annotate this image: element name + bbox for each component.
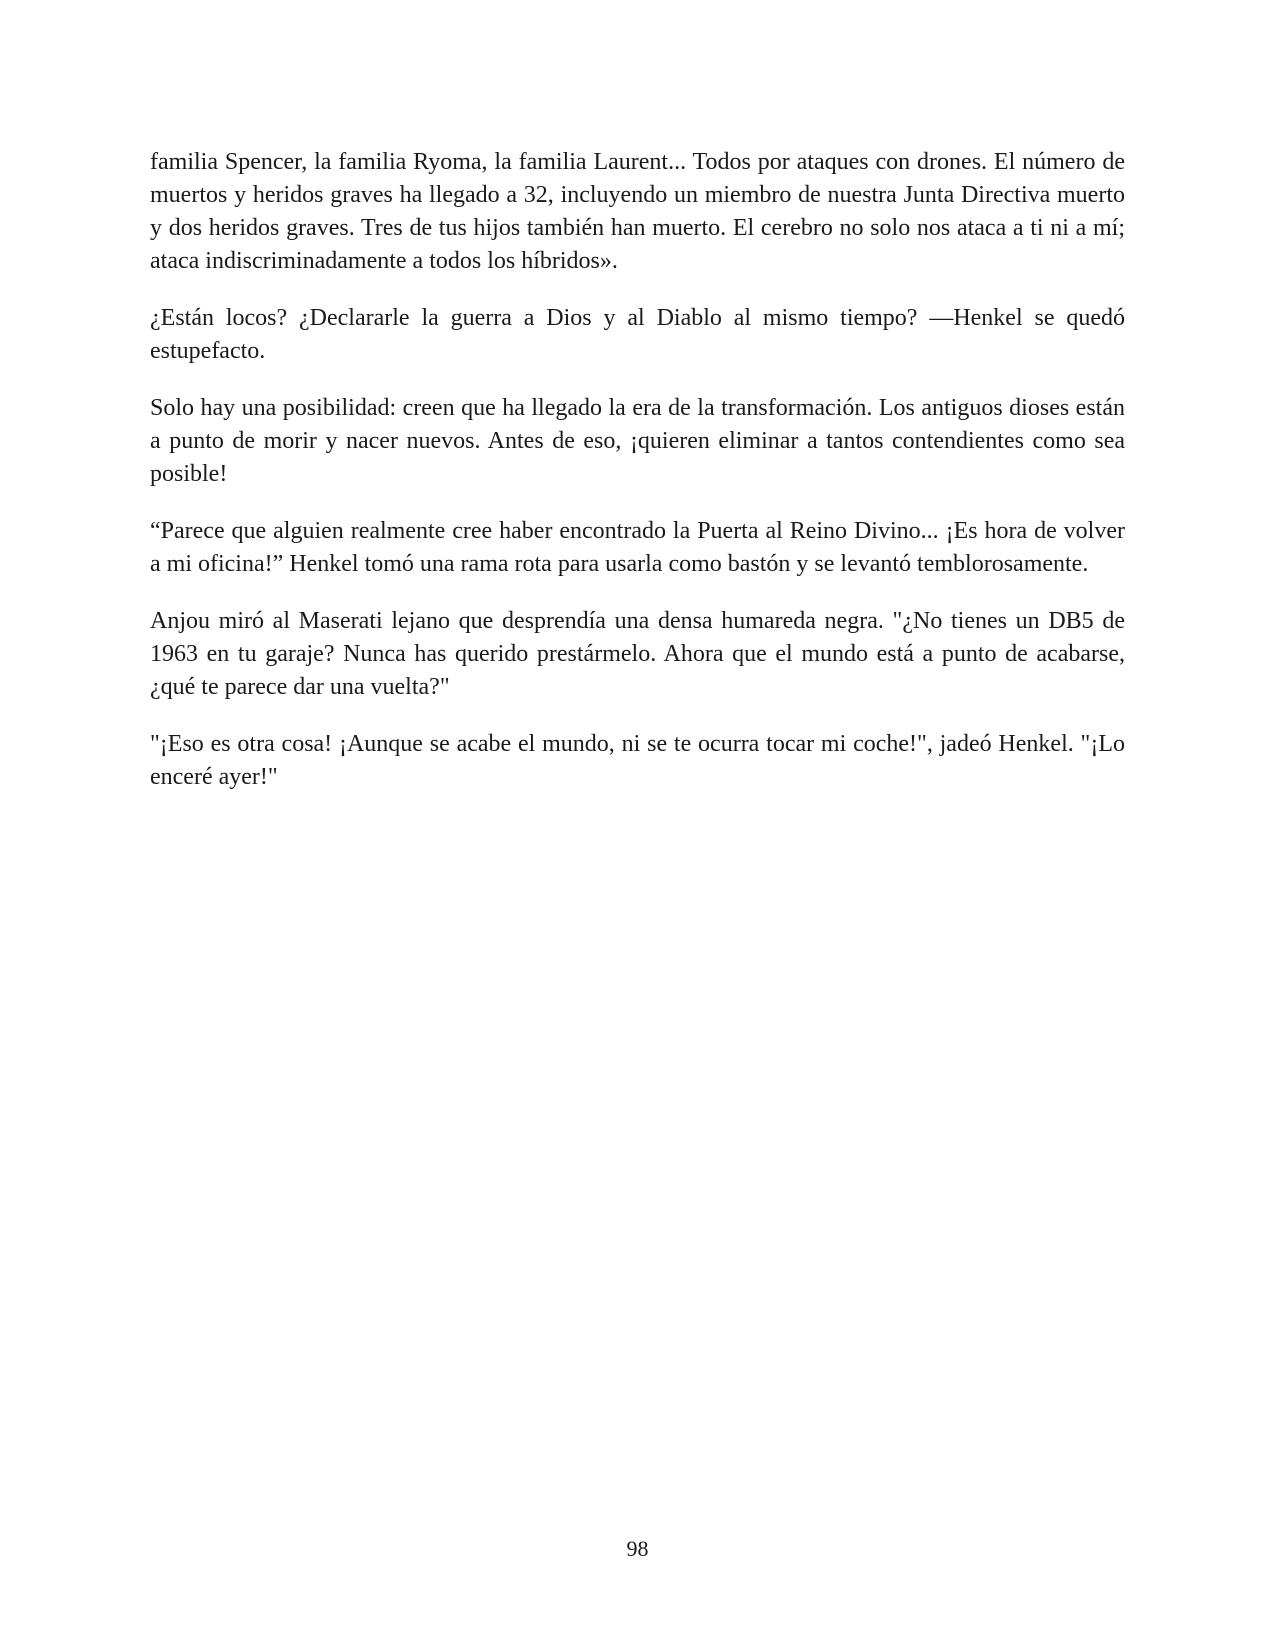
body-text — [150, 146, 1125, 818]
paragraph-6: "¡Eso es otra cosa! ¡Aunque se acabe el mundo, ni se te ocurra tocar mi coche!", jadeó Henkel. "¡Lo enceré ayer!" — [150, 731, 1125, 790]
paragraph-5: Anjou miró al Maserati lejano que desprendía una densa humareda negra. "¿No tienes un DB5 de 1963 en tu garaje? Nunca has querido prestármelo. Ahora que el mundo está a punto de acabarse, ¿qué te parece dar una vuelta?" — [150, 608, 1125, 700]
paragraph-4: “Parece que alguien realmente cree haber encontrado la Puerta al Reino Divino... ¡Es hora de volver a mi oficina!” Henkel tomó una rama rota para usarla como bastón y se levantó temblorosamente. — [150, 518, 1125, 577]
paragraph-3: Solo hay una posibilidad: creen que ha llegado la era de la transformación. Los antiguos dioses están a punto de morir y nacer nuevos. Antes de eso, ¡quieren eliminar a tantos contendientes como sea posible! — [150, 395, 1125, 487]
page-number: 98 — [626, 1536, 649, 1561]
paragraph-1: familia Spencer, la familia Ryoma, la familia Laurent... Todos por ataques con drones. El número de muertos y heridos graves ha llegado a 32, incluyendo un miembro de nuestra Junta Directiva muerto y dos heridos graves. Tres de tus hijos también han muerto. El cerebro no solo nos ataca a ti ni a mí; ataca indiscriminadamente a todos los híbridos». — [150, 149, 1125, 274]
paragraph-2: ¿Están locos? ¿Declararle la guerra a Dios y al Diablo al mismo tiempo? —Henkel se quedó estupefacto. — [150, 305, 1125, 364]
